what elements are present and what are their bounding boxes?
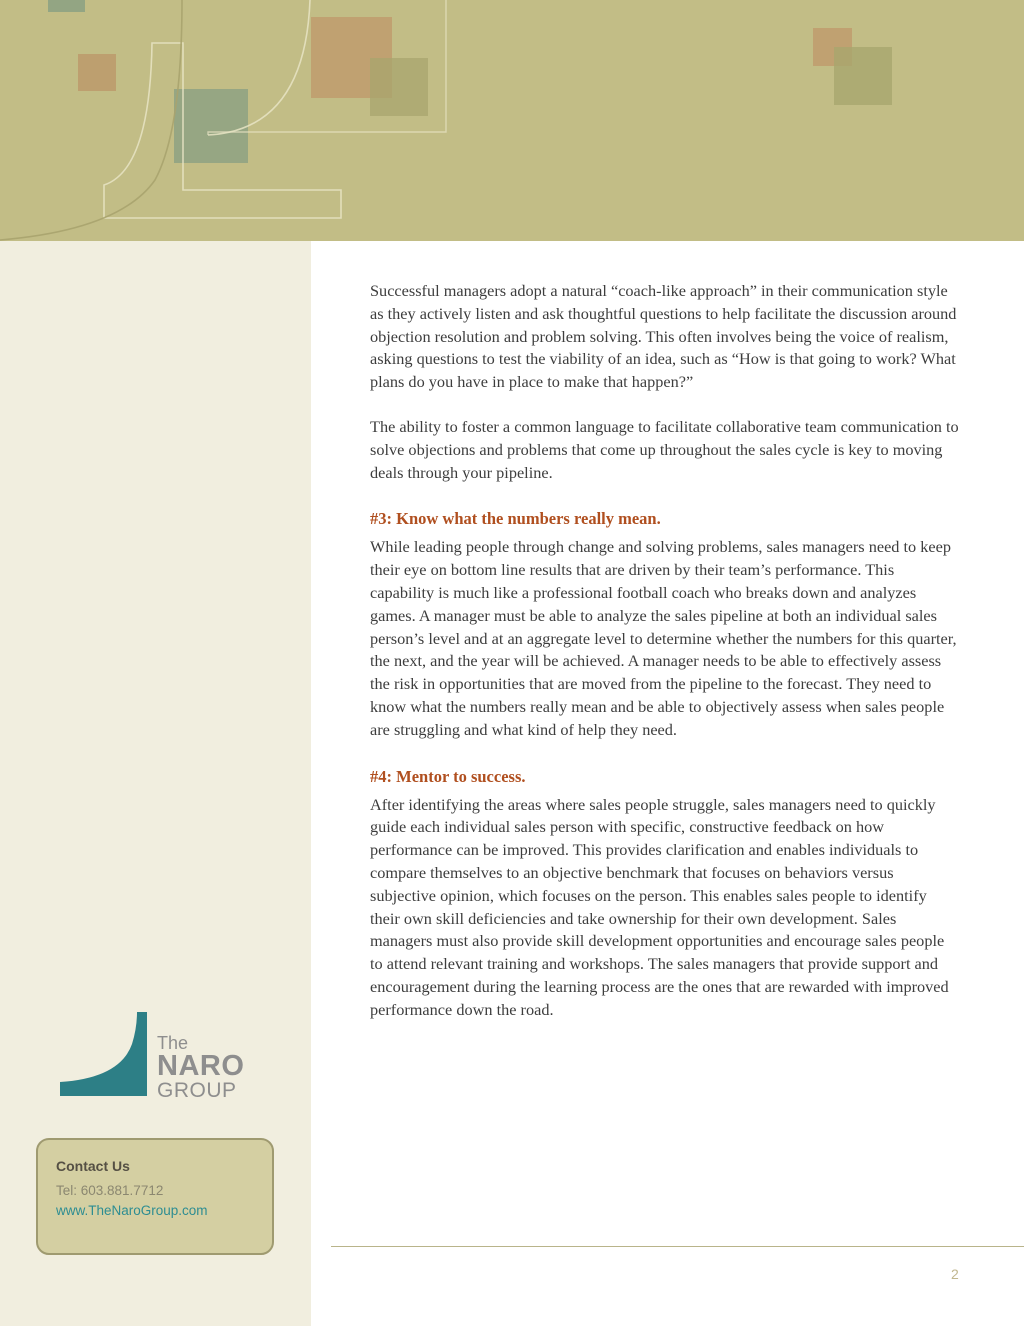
contact-box [36,1138,274,1255]
deco-square [370,58,428,116]
deco-arc [0,0,182,240]
article-body [370,280,960,1022]
heading-know-numbers: #3: Know what the numbers really mean. [370,509,661,529]
contact-title: Contact Us [56,1158,130,1174]
deco-square [174,89,248,163]
paragraph-common-language: The ability to foster a common language to facilitate collaborative team communication to solve objections and problems that come up throughout the sales cycle is key to moving deals through your pipeline. [370,416,959,482]
paragraph-coach-approach: Successful managers adopt a natural “coach-like approach” in their communication style as they actively listen and ask thoughtful questions to help facilitate the discussion around objection resolution and problem solving. This often involves being the voice of realism, asking questions to test the viability of an idea, such as “How is that going to work? What plans do you have in place to make that happen?” [370,281,957,392]
deco-square [834,47,892,105]
logo-mark-icon [60,1012,150,1098]
logo-group: GROUP [157,1079,237,1102]
deco-square [48,0,85,12]
contact-phone: Tel: 603.881.7712 [56,1183,164,1198]
logo-the: The [157,1033,189,1053]
paragraph-mentor: After identifying the areas where sales people struggle, sales managers need to quickly guide each individual sales person with specific, constructive feedback on how performance can be improved. This provides clarification and enables individuals to compare themselves to an objective benchmark that focuses on behaviors versus subjective opinion, which focuses on the person. This enables sales people to identify their own skill deficiencies and take ownership for their own development. Sales managers must also provide skill development opportunities and encourage sales people to attend relevant training and workshops. The sales managers that provide support and encouragement during the learning process are the ones that are rewarded with improved performance down the road. [370,794,949,1019]
deco-square [78,54,116,91]
page-number: 2 [951,1266,959,1282]
website-link[interactable]: www.TheNaroGroup.com [56,1203,208,1218]
logo-naro: NARO [157,1050,245,1082]
paragraph-numbers: While leading people through change and solving problems, sales managers need to keep their eye on bottom line results that are driven by their team’s performance. This capability is much like a professional football coach who breaks down and analyzes games. A manager must be able to analyze the sales pipeline at both an individual sales person’s level and at an aggregate level to determine whether the numbers for this quarter, the next, and the year will be achieved. A manager needs to be able to effectively assess the risk in opportunities that are moved from the pipeline to the forecast. They need to know what the numbers really mean and be able to objectively assess when sales people are struggling and what kind of help they need. [370,537,957,739]
footer-divider [331,1246,1024,1247]
heading-mentor: #4: Mentor to success. [370,766,526,786]
header-banner [0,0,1024,241]
naro-group-logo [60,1012,260,1102]
decorative-pattern [0,0,1024,241]
